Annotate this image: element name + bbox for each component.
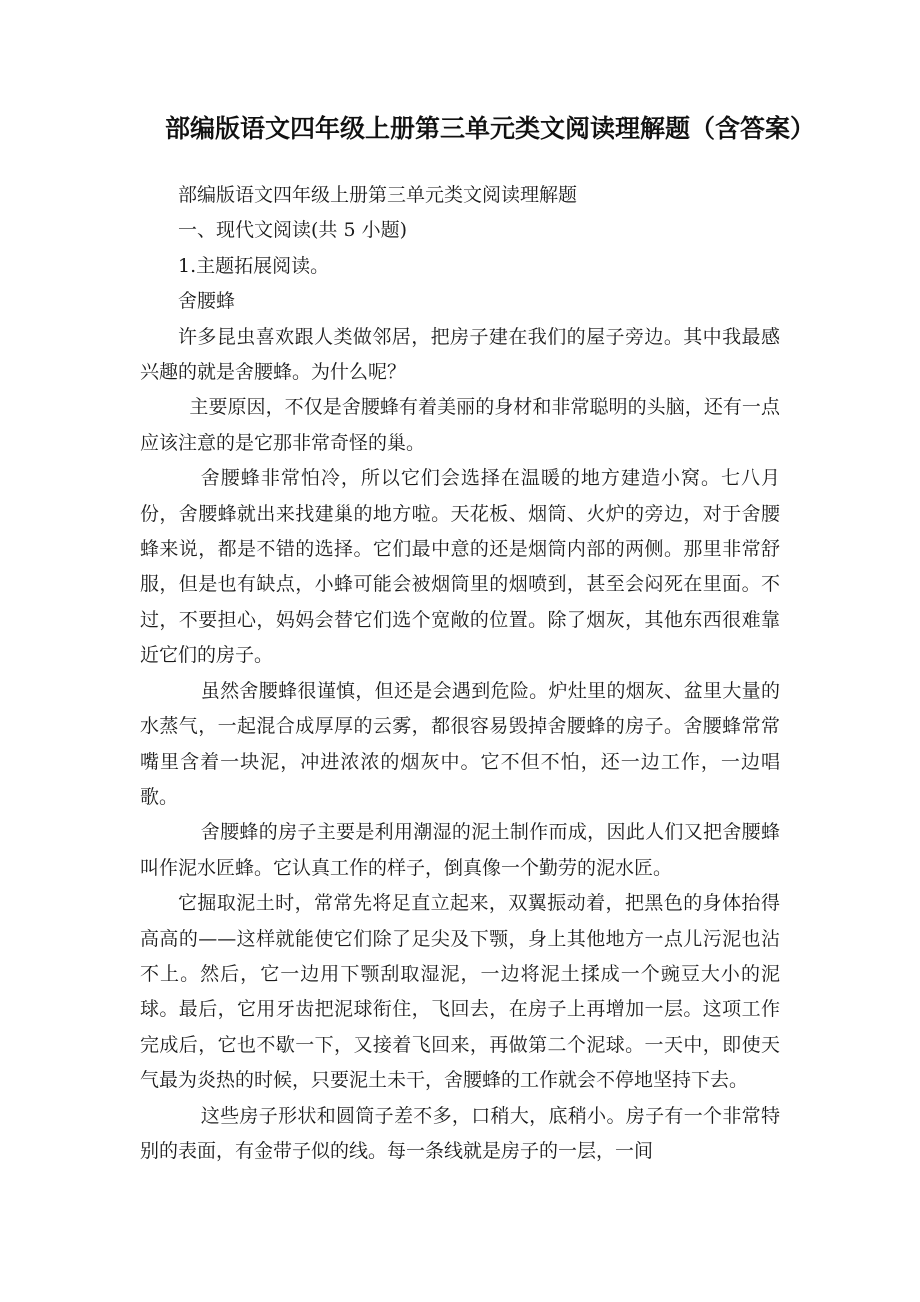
question-heading: 1.主题拓展阅读。 — [178, 254, 330, 277]
paragraph: 舍腰蜂的房子主要是利用潮湿的泥土制作而成，因此人们又把舍腰蜂叫作泥水匠蜂。它认真工作的样子，倒真像一个勤劳的泥水匠。 — [140, 821, 780, 879]
document-subtitle: 部编版语文四年级上册第三单元类文阅读理解题 — [178, 184, 578, 206]
paragraph: 虽然舍腰蜂很谨慎，但还是会遇到危险。炉灶里的烟灰、盆里大量的水蒸气，一起混合成厚厚的云雾，都很容易毁掉舍腰蜂的房子。舍腰蜂常常嘴里含着一块泥，冲进浓浓的烟灰中。它不但不怕，还一边工作，一边唱歌。 — [140, 679, 780, 808]
paragraph: 这些房子形状和圆筒子差不多，口稍大，底稍小。房子有一个非常特别的表面，有金带子似的线。每一条线就是房子的一层，一间 — [140, 1104, 780, 1162]
paragraph: 主要原因，不仅是舍腰蜂有着美丽的身材和非常聪明的头脑，还有一点应该注意的是它那非常奇怪的巢。 — [140, 396, 780, 454]
document-body — [140, 178, 780, 1169]
document-title: 部编版语文四年级上册第三单元类文阅读理解题（含答案） — [164, 114, 815, 143]
paragraph: 许多昆虫喜欢跟人类做邻居，把房子建在我们的屋子旁边。其中我最感兴趣的就是舍腰蜂。为什么呢？ — [140, 325, 780, 384]
passage-title: 舍腰蜂 — [178, 290, 236, 313]
section-heading: 一、现代文阅读(共 5 小题) — [178, 219, 407, 242]
paragraph: 它掘取泥土时，常常先将足直立起来，双翼振动着，把黑色的身体抬得高高的——这样就能使它们除了足尖及下颚，身上其他地方一点儿污泥也沾不上。然后，它一边用下颚刮取湿泥，一边将泥土揉成一个豌豆大小的泥球。最后，它用牙齿把泥球衔住，飞回去，在房子上再增加一层。这项工作完成后，它也不歇一下，又接着飞回来，再做第二个泥球。一天中，即使天气最为炎热的时候，只要泥土未干，舍腰蜂的工作就会不停地坚持下去。 — [140, 892, 780, 1092]
paragraph: 舍腰蜂非常怕冷，所以它们会选择在温暖的地方建造小窝。七八月份，舍腰蜂就出来找建巢的地方啦。天花板、烟筒、火炉的旁边，对于舍腰蜂来说，都是不错的选择。它们最中意的还是烟筒内部的两侧。那里非常舒服，但是也有缺点，小蜂可能会被烟筒里的烟喷到，甚至会闷死在里面。不过，不要担心，妈妈会替它们选个宽敞的位置。除了烟灰，其他东西很难靠近它们的房子。 — [140, 467, 780, 667]
